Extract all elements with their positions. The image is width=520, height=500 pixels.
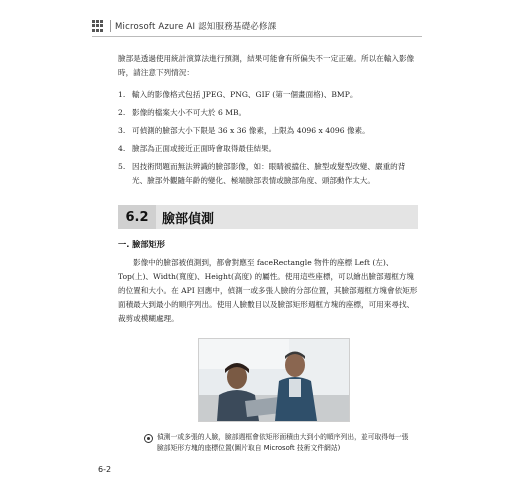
subsection-title: 一. 臉部矩形 <box>118 239 165 249</box>
list-item <box>118 124 418 138</box>
list-item <box>118 142 418 156</box>
figure-caption-row <box>144 432 414 454</box>
section-title: 臉部偵測 <box>162 211 215 227</box>
grid-icon <box>92 20 104 32</box>
figure-photo <box>198 338 350 422</box>
list-item-text: 可偵測的臉部大小下限是 36 x 36 像素，上限為 4096 x 4096 像素。 <box>132 126 370 135</box>
body-paragraph: 影像中的臉部被偵測到，都會對應至 faceRectangle 物件的座標 Left (左)、Top(上)、Width(寬度)、Height(高度) 的屬性。使用這些座標，可以繪出臉部週框方塊的位置和大小。在 API 回應中，偵測一或多張人臉的分部位置，其臉部週框方塊會依矩形面積最大到最小的順序列出。使用人臉數目以及臉部矩形週框方塊的座標，可用來尋找、裁剪或模糊處理。 <box>118 258 418 323</box>
list-item-number: 3. <box>118 126 126 135</box>
people-photo-illustration <box>199 339 349 421</box>
list-item-number: 1. <box>118 90 126 99</box>
conditions-list <box>118 88 418 192</box>
intro-paragraph: 臉部是透過使用統計演算法進行預測，結果可能會有所偏失不一定正確。所以在輸入影像時，請注意下列情況： <box>118 54 415 77</box>
list-item <box>118 88 418 102</box>
section-heading <box>118 205 418 229</box>
list-item-text: 因技術問題而無法辨識的臉部影像，如：眼睛被擋住、臉型或髮型改變、嚴重的背光、臉部外觀隨年齡的變化、極端臉部表情或臉部角度、頭部動作太大。 <box>132 162 406 185</box>
section-number: 6.2 <box>118 205 156 229</box>
list-item-number: 4. <box>118 144 126 153</box>
list-item-number: 5. <box>118 162 126 171</box>
list-item-text: 臉部為正面或接近正面時會取得最佳結果。 <box>132 144 277 153</box>
list-item <box>118 160 418 188</box>
page-number: 6-2 <box>98 465 112 474</box>
list-item-text: 影像的檔案大小不可大於 6 MB。 <box>132 108 247 117</box>
list-item-text: 輸入的影像格式包括 JPEG、PNG、GIF (第一個畫面格)、BMP。 <box>132 90 358 99</box>
list-item-number: 2. <box>118 108 126 117</box>
figure-caption: 偵測一或多張的人臉，臉部週框會依矩形面積由大到小的順序列出，並可取得每一張臉部矩形方塊的座標位置(圖片取自 Microsoft 技術文件網站) <box>157 433 409 452</box>
caption-bullet-icon <box>144 434 153 443</box>
list-item <box>118 106 418 120</box>
header-divider <box>92 36 422 37</box>
book-title: Microsoft Azure AI 認知服務基礎必修課 <box>110 20 276 32</box>
page-header <box>92 18 422 34</box>
